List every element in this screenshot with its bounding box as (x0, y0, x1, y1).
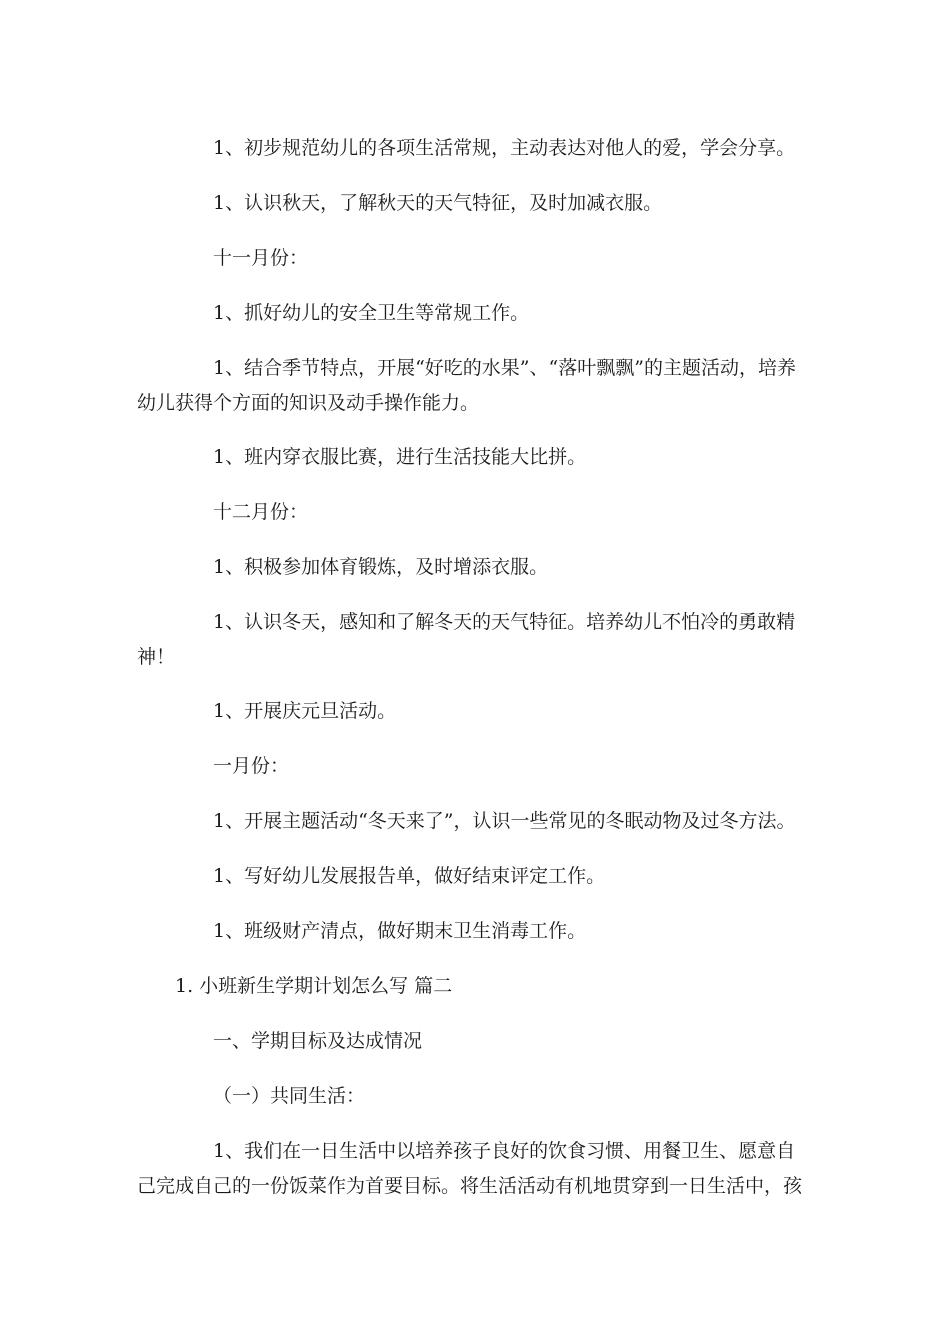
subsection-heading: 一、学期目标及达成情况 (213, 1030, 423, 1052)
paragraph-4: 1、结合季节特点，开展“好吃的水果”、“落叶飘飘”的主题活动，培养幼儿获得个方面的知识及动手操作能力。 (137, 357, 796, 414)
paragraph-7: 1、认识冬天，感知和了解冬天的天气特征。培养幼儿不怕冷的勇敢精神！ (137, 611, 796, 668)
sub-subsection-heading: （一）共同生活： (213, 1085, 366, 1107)
paragraph-10: 1、写好幼儿发展报告单，做好结束评定工作。 (213, 865, 606, 887)
paragraph-1: 1、初步规范幼儿的各项生活常规，主动表达对他人的爱，学会分享。 (213, 137, 796, 159)
month-heading-january: 一月份： (213, 755, 290, 777)
paragraph-2: 1、认识秋天，了解秋天的天气特征，及时加减衣服。 (213, 192, 663, 214)
paragraph-11: 1、班级财产清点，做好期末卫生消毒工作。 (213, 920, 587, 942)
paragraph-6: 1、积极参加体育锻炼，及时增添衣服。 (213, 556, 549, 578)
paragraph-9: 1、开展主题活动“冬天来了”，认识一些常见的冬眠动物及过冬方法。 (213, 810, 796, 832)
paragraph-3: 1、抓好幼儿的安全卫生等常规工作。 (213, 302, 530, 324)
paragraph-12: 1、我们在一日生活中以培养孩子良好的饮食习惯、用餐卫生、愿意自己完成自己的一份饭菜作为首要目标。将生活活动有机地贯穿到一日生活中，孩 (137, 1140, 803, 1197)
month-heading-december: 十二月份： (213, 501, 309, 523)
month-heading-november: 十一月份： (213, 247, 309, 269)
paragraph-8: 1、开展庆元旦活动。 (213, 700, 397, 722)
paragraph-5: 1、班内穿衣服比赛，进行生活技能大比拼。 (213, 446, 587, 468)
section-heading: 1. 小班新生学期计划怎么写 篇二 (175, 975, 453, 997)
